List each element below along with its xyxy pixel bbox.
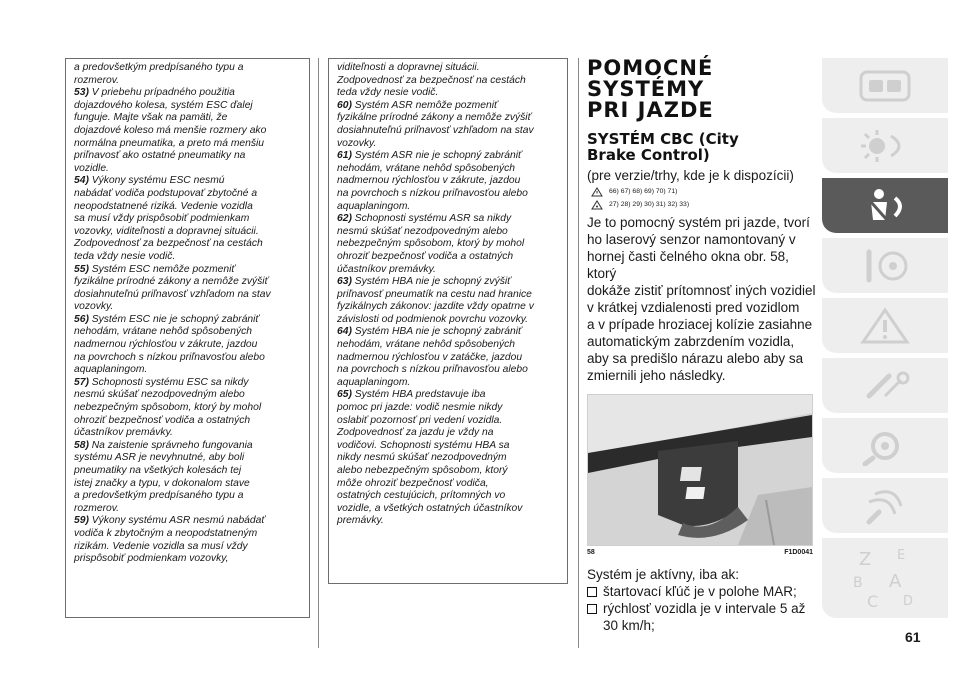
text-line: nabádať vodiča podstupovať zbytočné a xyxy=(74,187,258,199)
text-line: nadmernou rýchlosťou v zatáčke, jazdou xyxy=(337,351,523,363)
text-line: fyzikálne prírodné zákony a nemôže zvýšiť xyxy=(337,112,532,124)
text-line: ohroziť bezpečnosť vodiča a ostatných xyxy=(337,250,514,262)
bullet-square-icon xyxy=(587,604,597,614)
maintenance-wrench-icon xyxy=(855,426,915,466)
text-line: Zodpovednosť za bezpečnosť na cestách xyxy=(74,238,263,250)
text-line: systému ASR je nevyhnutné, aby boli xyxy=(74,452,245,464)
text-line: teda vždy nesie vodič. xyxy=(337,87,439,99)
text-line: aby sa predišlo nárazu alebo aby sa xyxy=(587,351,804,366)
index-letter: B xyxy=(853,575,863,591)
text-line: nesmú skúšať nezodpovedným alebo xyxy=(337,225,508,237)
text-line: alebo nebezpečným spôsobom, ktorý xyxy=(337,465,508,476)
text-line: automatickým zabrzdením vozidla, xyxy=(587,334,795,349)
text-line: ostatných cestujúcich, prítomných vo xyxy=(337,490,506,502)
text-line: a predovšetkým predpísaného typu a xyxy=(74,490,244,502)
text-line: pomoc pri jazde: vodič nesmie nikdy xyxy=(337,402,503,414)
text-line: fyzikálne prírodné zákony a nemôže zvýšiť xyxy=(74,276,269,288)
text-line: dokáže zistiť prítomnosť iných vozidiel xyxy=(587,283,816,298)
text-line: dojazdové koleso má menšie rozmery ako xyxy=(74,124,267,136)
warning-number: 60) xyxy=(337,99,355,111)
text-line: prispôsobiť podmienkam vozovky, xyxy=(74,553,229,565)
text-line: Je to pomocný systém pri jazde, tvorí xyxy=(587,215,810,230)
tab-index[interactable] xyxy=(822,538,948,618)
bullet-square-icon xyxy=(587,587,597,597)
text-line: vozidle. xyxy=(74,162,109,174)
section-title: POMOCNÉ SYSTÉMY xyxy=(587,56,714,101)
text-line: 58) Na zaistenie správneho fungovania xyxy=(74,439,253,451)
warning-number: 63) xyxy=(337,276,355,288)
text-line: neopodstatnené riziká. Vedenie vozidla xyxy=(74,200,253,212)
warning-references: 66) 67) 68) 69) 70) 71) xyxy=(591,187,817,197)
warning-number: 61) xyxy=(337,150,355,162)
text-line: nadmernou rýchlosťou v zákrute, jazdou xyxy=(337,175,521,187)
warning-hand-icon xyxy=(591,187,603,197)
section-title-line2: PRI JAZDE xyxy=(587,98,714,122)
text-line: nehodám, vrátane nehôd spôsobených xyxy=(74,326,253,338)
text-line: účastníkov premávky. xyxy=(74,427,173,439)
text-line: nesmú skúšať nezodpovedným alebo xyxy=(74,389,245,401)
text-line: 53) V priebehu prípadného použitia xyxy=(74,87,235,99)
text-line: nebezpečným spôsobom, ktorý by mohol xyxy=(74,402,262,414)
text-line: fyzikálnych zákonov: jazdite vždy opatrne v xyxy=(337,301,534,313)
text-line: aquaplaningom. xyxy=(74,364,148,376)
text-line: sa musí vždy prispôsobiť podmienkam xyxy=(74,213,250,225)
text-line: zmiernili jeho následky. xyxy=(587,368,726,383)
text-line: vozovky. xyxy=(74,301,114,313)
text-line: 63) Systém HBA nie je schopný zvýšiť xyxy=(337,276,511,288)
index-letter: D xyxy=(903,594,914,609)
text-line: vozovky. xyxy=(337,137,377,149)
text-line: aquaplaningom. xyxy=(337,200,411,212)
list-item: štartovací kľúč je v polohe MAR; xyxy=(587,583,817,600)
text-line: účastníkov premávky. xyxy=(337,263,436,275)
active-conditions-intro: Systém je aktívny, iba ak: xyxy=(587,567,740,582)
figure-caption xyxy=(587,549,813,556)
tab-safety[interactable] xyxy=(822,178,948,233)
caution-references: 27) 28) 29) 30) 31) 32) 33) xyxy=(591,200,817,210)
figure-code: F1D0041 xyxy=(784,549,813,556)
text-line: 59) Výkony systému ASR nesmú nabádať xyxy=(74,515,265,527)
text-line: Zodpovednosť za jazdu je vždy na xyxy=(337,427,494,439)
text-line: vozidle, a všetkých ostatných účastníkov xyxy=(337,502,523,514)
text-line: 54) Výkony systému ESC nesmú xyxy=(74,175,225,187)
text-line: pneumatiky na všetkých kolesách tej xyxy=(74,465,242,476)
text-line: nadmernou rýchlosťou v zákrute, jazdou xyxy=(74,339,258,351)
car-dashboard-icon xyxy=(855,68,915,104)
text-line: rozmerov. xyxy=(74,502,120,514)
text-line: 55) Systém ESC nemôže pozmeniť xyxy=(74,263,236,275)
text-line: priľnavosť ako ostatné pneumatiky na xyxy=(74,150,246,162)
column-divider xyxy=(318,58,319,648)
warning-number: 56) xyxy=(74,313,92,325)
text-line: na povrchoch s nízkou priľnavosťou alebo xyxy=(74,351,265,363)
text-line: a v prípade hroziacej kolízie zasiahne xyxy=(587,317,813,332)
lights-icon xyxy=(855,126,915,166)
warning-number: 55) xyxy=(74,263,92,275)
text-line: hornej časti čelného okna obr. 58, ktorý xyxy=(587,249,789,281)
subsection-title-line2: Brake Control) xyxy=(587,146,710,164)
technical-data-icon xyxy=(855,486,915,526)
text-line: aquaplaningom. xyxy=(337,376,411,388)
text-line: vozovky, viditeľnosti a dopravnej situácii. xyxy=(74,225,259,237)
text-line: 61) Systém ASR nie je schopný zabrániť xyxy=(337,150,522,162)
text-line: 62) Schopnosti systému ASR sa nikdy xyxy=(337,213,512,225)
seatbelt-airbag-icon xyxy=(855,186,915,226)
text-line: premávky. xyxy=(337,515,384,527)
text-line: 65) Systém HBA predstavuje iba xyxy=(337,389,486,401)
text-line: dosiahnuteľnú priľnavosť vzhľadom na stav xyxy=(337,124,534,136)
text-line: ohroziť bezpečnosť vodiča a ostatných xyxy=(74,414,251,426)
text-line: oslabiť pozornosť pri vedení vozidla. xyxy=(337,414,503,426)
index-letter: E xyxy=(897,548,906,563)
text-line: rizikám. Vedenie vozidla sa musí vždy xyxy=(74,540,248,552)
text-line: istej značky a typu, v dokonalom stave xyxy=(74,477,250,489)
warning-number: 54) xyxy=(74,175,92,187)
tab-maintenance[interactable] xyxy=(822,418,948,473)
laser-sensor-illustration xyxy=(588,395,812,545)
warning-triangle-icon xyxy=(855,306,915,346)
text-line: nebezpečným spôsobom, ktorý by mohol xyxy=(337,238,525,250)
text-line: nikdy nesmú skúšať nezodpovedným xyxy=(337,452,507,464)
text-line: 64) Systém HBA nie je schopný zabrániť xyxy=(337,326,522,338)
warning-number: 59) xyxy=(74,515,92,527)
tab-dashboard[interactable] xyxy=(822,58,948,113)
text-line: vodiča k zbytočným a neopodstatneným xyxy=(74,527,258,539)
tab-starting-driving[interactable] xyxy=(822,238,948,293)
index-letter: Z xyxy=(859,549,872,570)
text-line: vodičovi. Schopnosti systému HBA sa xyxy=(337,439,510,451)
text-line: na povrchoch s nízkou priľnavosťou alebo xyxy=(337,364,528,376)
text-line: normálna pneumatika, a preto má menšiu xyxy=(74,137,265,149)
subsection-title: SYSTÉM CBC (City xyxy=(587,130,739,148)
warning-number: 62) xyxy=(337,213,355,225)
text-line: Zodpovednosť za bezpečnosť na cestách xyxy=(337,74,526,86)
index-letter: A xyxy=(889,571,902,592)
list-item: rýchlosť vozidla je v intervale 5 až xyxy=(587,600,817,617)
text-line: závislosti od podmienok povrchu vozovky. xyxy=(337,313,528,325)
warning-number: 65) xyxy=(337,389,355,401)
warning-number: 58) xyxy=(74,439,92,451)
warnings-column-middle xyxy=(328,58,568,584)
tab-emergency[interactable] xyxy=(822,358,948,413)
text-line: dojazdového kolesa, systém ESC ďalej xyxy=(74,99,253,111)
text-line: 60) Systém ASR nemôže pozmeniť xyxy=(337,99,498,111)
text-line: dosiahnuteľnú priľnavosť vzhľadom na stav xyxy=(74,288,271,300)
emergency-tools-icon xyxy=(855,366,915,406)
index-letters-icon xyxy=(845,543,925,613)
text-line: rozmerov. xyxy=(74,74,120,86)
text-line: na povrchoch s nízkou priľnavosťou alebo xyxy=(337,187,528,199)
warnings-column-left xyxy=(65,58,310,618)
key-steering-icon xyxy=(855,246,915,286)
cbc-section xyxy=(587,58,817,634)
index-letter: C xyxy=(867,592,879,611)
text-line: 57) Schopnosti systému ESC sa nikdy xyxy=(74,376,249,388)
text-line: priľnavosť pneumatík na cestu nad hranice xyxy=(337,288,532,300)
text-line: v krátkej vzdialenosti pred vozidlom xyxy=(587,300,800,315)
caution-icon xyxy=(591,200,603,210)
tab-warning-lights[interactable] xyxy=(822,298,948,353)
tab-lights[interactable] xyxy=(822,118,948,173)
text-line: teda vždy nesie vodič. xyxy=(74,250,176,262)
list-item-continuation: 30 km/h; xyxy=(603,618,655,633)
text-line: môže ohroziť bezpečnosť vodiča, xyxy=(337,477,489,489)
availability-note: (pre verzie/trhy, kde je k dispozícii) xyxy=(587,168,794,183)
figure-58 xyxy=(587,394,813,546)
figure-number: 58 xyxy=(587,549,595,556)
text-line: funguje. Majte však na pamäti, že xyxy=(74,112,228,124)
warning-number: 64) xyxy=(337,326,355,338)
text-line: 56) Systém ESC nie je schopný zabrániť xyxy=(74,313,260,325)
text-line: ho laserový senzor namontovaný v xyxy=(587,232,796,247)
text-line: nehodám, vrátane nehôd spôsobených xyxy=(337,339,516,351)
text-line: a predovšetkým predpísaného typu a xyxy=(74,62,244,73)
tab-technical-data[interactable] xyxy=(822,478,948,533)
text-line: viditeľnosti a dopravnej situácii. xyxy=(337,62,480,73)
warning-number: 53) xyxy=(74,87,92,99)
page-number: 61 xyxy=(905,629,921,645)
column-divider xyxy=(578,58,579,648)
intro-paragraph xyxy=(587,214,817,384)
text-line: nehodám, vrátane nehôd spôsobených xyxy=(337,162,516,174)
warning-number: 57) xyxy=(74,376,92,388)
